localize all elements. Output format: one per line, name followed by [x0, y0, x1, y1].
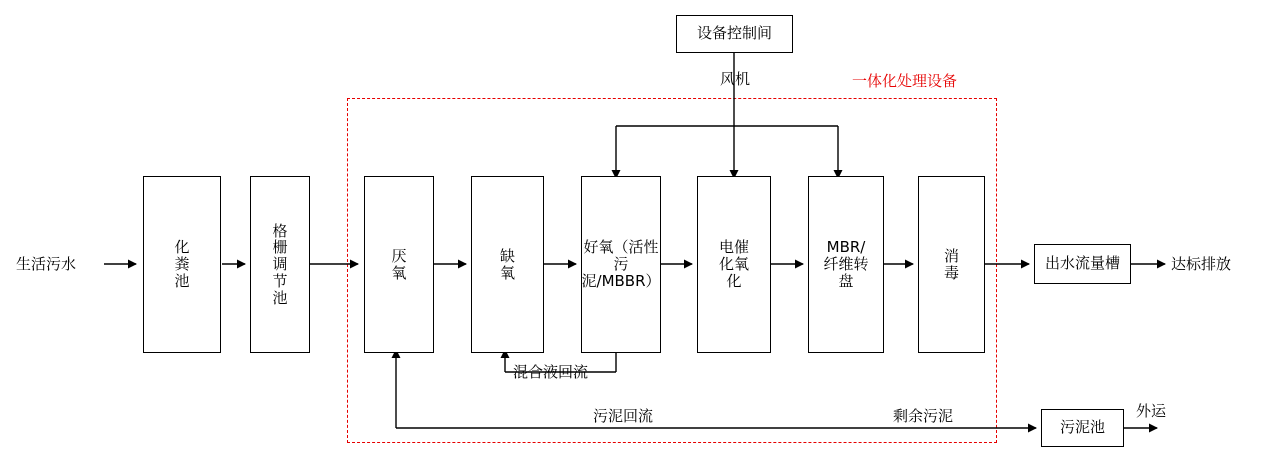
excess-sludge-label: 剩余污泥: [893, 407, 954, 425]
node-septic-tank[interactable]: [143, 176, 221, 353]
node-sludge-tank-label: 污泥池: [1059, 418, 1105, 437]
blower-label: 风机: [720, 70, 751, 88]
discharge-label: 达标排放: [1171, 255, 1232, 273]
node-effluent-flow-trough[interactable]: [1034, 244, 1131, 284]
transport-label: 外运: [1136, 402, 1167, 420]
node-mbr-fiber-disc[interactable]: [808, 176, 884, 353]
integrated-equipment-label: 一体化处理设备: [852, 72, 958, 90]
node-disinfection-label: 消毒: [944, 246, 960, 282]
node-electrocatalytic-oxidation-label: 电催化氧化: [718, 238, 749, 290]
node-aerobic-label: 好氧（活性污泥/MBBR）: [581, 238, 661, 290]
node-anaerobic-label: 厌氧: [391, 246, 407, 282]
inlet-label: 生活污水: [16, 255, 77, 273]
node-mbr-fiber-disc-label: MBR/纤维转盘: [823, 238, 869, 290]
node-electrocatalytic-oxidation[interactable]: [697, 176, 771, 353]
node-grille-tank[interactable]: [250, 176, 310, 353]
node-sludge-tank[interactable]: [1041, 409, 1124, 447]
sludge-return-label: 污泥回流: [593, 407, 654, 425]
node-control-room-label: 设备控制间: [696, 24, 772, 43]
node-aerobic[interactable]: [581, 176, 661, 353]
node-grille-tank-label: 格栅调节池: [272, 221, 288, 307]
mixed-liquor-return-label: 混合液回流: [513, 363, 589, 381]
node-anoxic-label: 缺氧: [500, 246, 516, 282]
node-anaerobic[interactable]: [364, 176, 434, 353]
node-control-room[interactable]: [676, 15, 793, 53]
node-disinfection[interactable]: [918, 176, 985, 353]
node-effluent-flow-trough-label: 出水流量槽: [1044, 254, 1120, 273]
node-septic-tank-label: 化粪池: [174, 238, 190, 290]
node-anoxic[interactable]: [471, 176, 544, 353]
